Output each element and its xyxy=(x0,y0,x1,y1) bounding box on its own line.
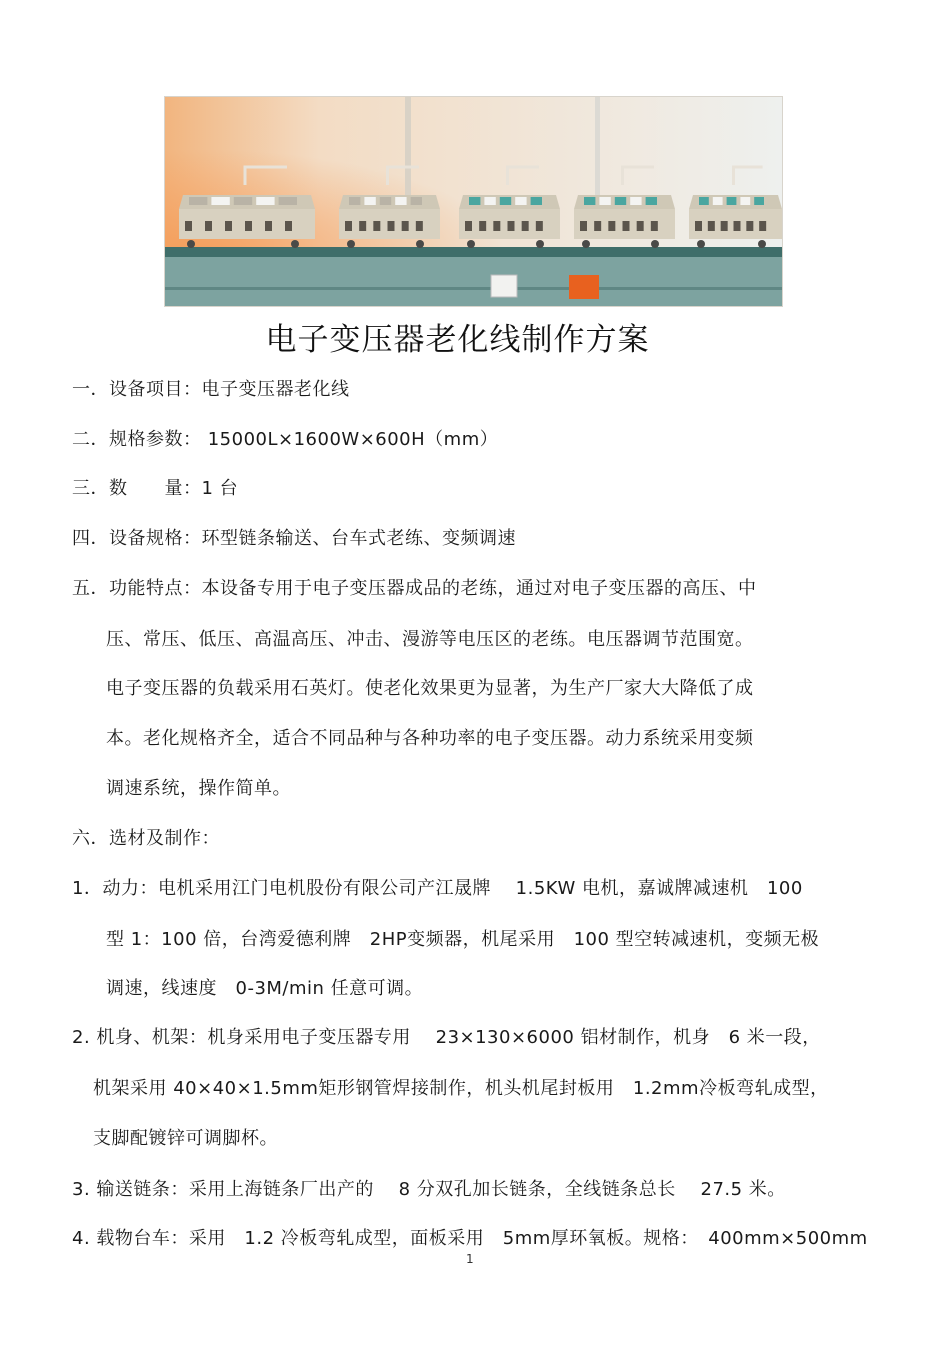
photo-cart-wheel xyxy=(187,240,195,248)
line-features-3: 电子变压器的负载采用石英灯。使老化效果更为显著，为生产厂家大大降低了成 xyxy=(106,678,754,699)
photo-cart-transformer xyxy=(189,197,207,205)
photo-cart-wheel xyxy=(291,240,299,248)
line-equipment-project: 一．设备项目：电子变压器老化线 xyxy=(72,379,350,400)
photo-cart-transformer xyxy=(727,197,737,205)
photo-cart-wheel xyxy=(347,240,355,248)
photo-cart-wheel xyxy=(758,240,766,248)
photo-cart-transformer xyxy=(234,197,252,205)
line-features-4: 本。老化规格齐全，适合不同品种与各种功率的电子变压器。动力系统采用变频 xyxy=(106,728,754,749)
photo-cart-slot xyxy=(594,221,601,231)
photo-cart-slot xyxy=(759,221,766,231)
photo-cart-slot xyxy=(225,221,232,231)
photo-cart-transformer xyxy=(615,197,626,205)
photo-cart-transformer xyxy=(740,197,750,205)
photo-cart-slot xyxy=(388,221,395,231)
photo-cart-slot xyxy=(416,221,423,231)
line-equipment-spec: 四．设备规格：环型链条输送、台车式老练、变频调速 xyxy=(72,528,516,549)
photo-cart-wheel xyxy=(582,240,590,248)
photo-cart-transformer xyxy=(211,197,229,205)
photo-cart-slot xyxy=(373,221,380,231)
photo-cart-slot xyxy=(623,221,630,231)
photo-cart-slot xyxy=(245,221,252,231)
photo-cart-slot xyxy=(608,221,615,231)
photo-cart-slot xyxy=(746,221,753,231)
line-body-2: 机架采用 40×40×1.5mm矩形钢管焊接制作，机头机尾封板用 1.2mm冷板弯轧成型， xyxy=(93,1078,829,1099)
photo-base xyxy=(165,257,782,306)
line-features-1: 五．功能特点：本设备专用于电子变压器成品的老练，通过对电子变压器的高压、中 xyxy=(72,578,757,599)
page-number: 1 xyxy=(466,1252,474,1266)
photo-cart-slot xyxy=(637,221,644,231)
line-power-1: 1．动力：电机采用江门电机股份有限公司产江晟牌 1.5KW 电机，嘉诚牌减速机 100 xyxy=(72,878,803,899)
photo-cart-slot xyxy=(695,221,702,231)
photo-cart-slot xyxy=(185,221,192,231)
aging-line-photo xyxy=(165,97,782,306)
photo-cart-transformer xyxy=(469,197,480,205)
photo-cart-slot xyxy=(536,221,543,231)
photo-cart-slot xyxy=(651,221,658,231)
photo-cart-transformer xyxy=(484,197,495,205)
photo-cart-transformer xyxy=(364,197,375,205)
photo-cart-slot xyxy=(265,221,272,231)
photo-cart-slot xyxy=(402,221,409,231)
line-materials-heading: 六．选材及制作： xyxy=(72,828,220,849)
photo-base-line xyxy=(165,287,782,290)
photo-cart-slot xyxy=(205,221,212,231)
photo-cart-transformer xyxy=(515,197,526,205)
photo-cart-transformer xyxy=(754,197,764,205)
photo-cart-slot xyxy=(708,221,715,231)
photo-cart-slot xyxy=(345,221,352,231)
photo-cart-transformer xyxy=(584,197,595,205)
photo-cart-slot xyxy=(580,221,587,231)
line-power-2: 型 1：100 倍，台湾爱德利牌 2HP变频器，机尾采用 100 型空转减速机，变频无极 xyxy=(106,929,820,950)
photo-cart-wheel xyxy=(651,240,659,248)
photo-cart-transformer xyxy=(646,197,657,205)
photo-cart-transformer xyxy=(500,197,511,205)
photo-switch xyxy=(569,275,599,299)
document-title: 电子变压器老化线制作方案 xyxy=(265,322,650,358)
photo-cart-slot xyxy=(734,221,741,231)
photo-cart-slot xyxy=(508,221,515,231)
photo-cart-transformer xyxy=(349,197,360,205)
photo-rail xyxy=(165,247,782,257)
photo-cart-slot xyxy=(285,221,292,231)
photo-socket xyxy=(491,275,517,297)
line-body-1: 2. 机身、机架：机身采用电子变压器专用 23×130×6000 铝材制作，机身 6 米一段， xyxy=(72,1027,821,1048)
header-photo xyxy=(164,96,783,307)
photo-cart-slot xyxy=(522,221,529,231)
photo-cart-transformer xyxy=(713,197,723,205)
photo-cart-transformer xyxy=(279,197,297,205)
line-quantity: 三．数 量：1 台 xyxy=(72,478,239,499)
line-cart: 4. 载物台车：采用 1.2 冷板弯轧成型，面板采用 5mm厚环氧板。规格： 400mm×500mm xyxy=(72,1228,868,1249)
photo-cart-transformer xyxy=(380,197,391,205)
line-body-3: 支脚配镀锌可调脚杯。 xyxy=(93,1128,278,1149)
line-spec-params: 二．规格参数： 15000L×1600W×600H（mm） xyxy=(72,429,499,450)
photo-cart-wheel xyxy=(416,240,424,248)
line-features-5: 调速系统，操作简单。 xyxy=(106,778,291,799)
photo-cart-transformer xyxy=(411,197,422,205)
photo-cart-transformer xyxy=(630,197,641,205)
photo-cart-slot xyxy=(721,221,728,231)
photo-cart-transformer xyxy=(699,197,709,205)
photo-cart-slot xyxy=(479,221,486,231)
photo-cart-transformer xyxy=(599,197,610,205)
photo-cart-slot xyxy=(493,221,500,231)
photo-cart-transformer xyxy=(395,197,406,205)
photo-cart-wheel xyxy=(697,240,705,248)
line-features-2: 压、常压、低压、高温高压、冲击、漫游等电压区的老练。电压器调节范围宽。 xyxy=(106,629,754,650)
line-chain: 3. 输送链条：采用上海链条厂出产的 8 分双孔加长链条，全线链条总长 27.5 米。 xyxy=(72,1179,786,1200)
line-power-3: 调速，线速度 0-3M/min 任意可调。 xyxy=(106,978,424,999)
photo-cart-slot xyxy=(359,221,366,231)
photo-cart-transformer xyxy=(256,197,274,205)
photo-cart-slot xyxy=(465,221,472,231)
photo-cart-wheel xyxy=(467,240,475,248)
photo-cart-wheel xyxy=(536,240,544,248)
photo-cart-transformer xyxy=(531,197,542,205)
